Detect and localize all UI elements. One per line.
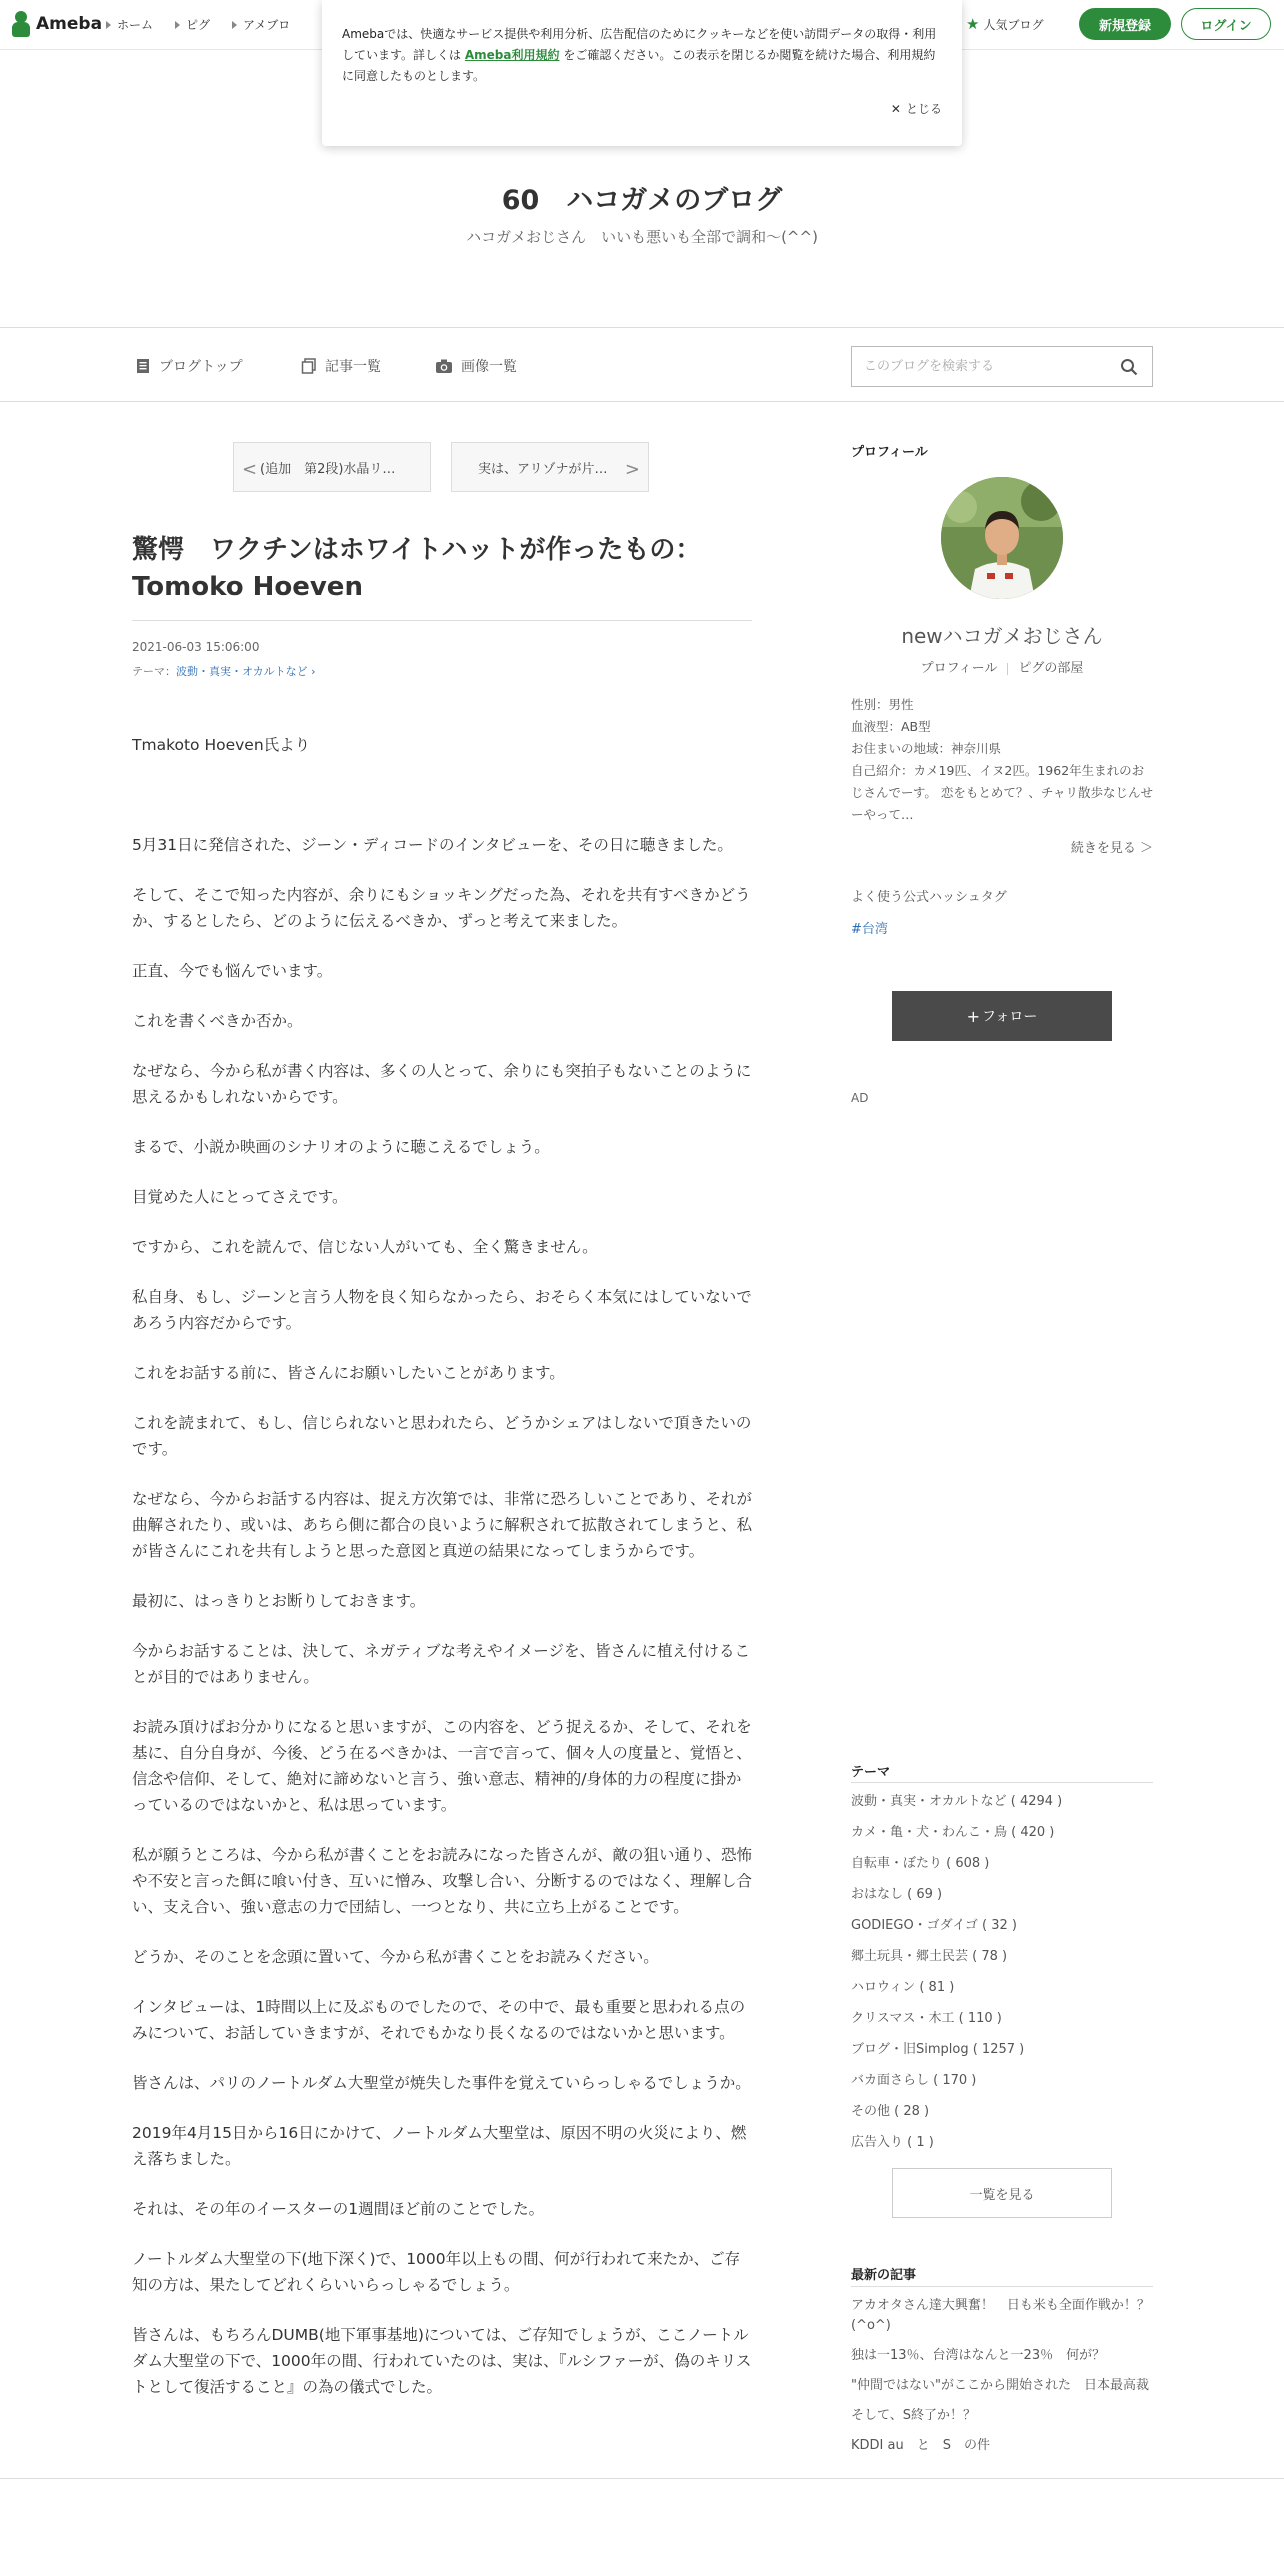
nav-home[interactable]: ホーム	[106, 16, 153, 33]
prev-entry-link[interactable]: < (追加 第2段)水晶リ…	[233, 442, 431, 492]
blog-title[interactable]: 60 ハコガメのブログ	[501, 185, 783, 216]
register-button[interactable]: 新規登録	[1079, 8, 1171, 40]
nav-ameblo[interactable]: アメブロ	[232, 16, 290, 33]
nav-blog-top[interactable]: ブログトップ	[135, 356, 243, 376]
theme-item[interactable]: カメ・亀・犬・わんこ・鳥 ( 420 )	[851, 1825, 1055, 1840]
nav-entry-list[interactable]: 記事一覧	[301, 356, 381, 376]
chevron-right-icon: >	[624, 459, 640, 480]
theme-link[interactable]: 波動・真実・オカルトなど	[176, 665, 308, 678]
profile-heading: プロフィール	[851, 445, 928, 460]
entry-theme: テーマ：波動・真実・オカルトなど ›	[132, 665, 316, 678]
recent-entry[interactable]: アカオタさん達大興奮！ 日も米も全面作戦か！？(^o^)	[851, 2298, 1150, 2333]
global-nav	[106, 16, 290, 33]
cookie-close-button[interactable]: ✕ とじる	[890, 101, 942, 116]
search-icon[interactable]	[1120, 358, 1138, 376]
theme-item[interactable]: おはなし ( 69 )	[851, 1887, 943, 1902]
theme-item[interactable]: 郷土玩具・郷土民芸 ( 78 )	[851, 1949, 1008, 1964]
paragraph	[132, 782, 752, 808]
copy-icon	[301, 358, 317, 374]
blog-nav	[0, 329, 1284, 402]
theme-item[interactable]: バカ面さらし ( 170 )	[851, 2073, 977, 2088]
divider	[1007, 663, 1008, 675]
blog-search	[851, 346, 1153, 387]
recent-entries-list	[851, 2296, 1153, 2466]
paragraph: なぜなら、今からお話する内容は、捉え方次第では、非常に恐ろしいことであり、それが曲解されたり、或いは、あちら側に都合の良いように解釈されて拡散されてしまうと、私が皆さんにこれを共有しようと思った意図と真逆の結果になってしまうからです。	[132, 1490, 753, 1560]
login-button[interactable]: ログイン	[1181, 8, 1271, 40]
next-entry-link[interactable]: 実は、アリゾナが片… >	[451, 442, 649, 492]
recent-entry[interactable]: 独は一13％、台湾はなんと一23％ 何が？	[851, 2348, 1106, 2363]
recent-heading: 最新の記事	[851, 2268, 917, 2283]
entry-title[interactable]: 驚愕 ワクチンはホワイトハットが作ったもの：Tomoko Hoeven	[132, 535, 702, 602]
paragraph: これを読まれて、もし、信じられないと思われたら、どうかシェアはしないで頂きたいのです。	[132, 1414, 752, 1458]
triangle-icon	[175, 21, 180, 29]
terms-link[interactable]: Ameba利用規約	[464, 48, 560, 62]
ameba-logo[interactable]	[12, 11, 102, 37]
divider	[851, 2286, 1153, 2287]
paragraph: なぜなら、今から私が書く内容は、多くの人とって、余りにも突拍子もないことのように思えるかもしれないからです。	[132, 1062, 752, 1106]
entry-date: 2021-06-03 15:06:00	[132, 640, 260, 654]
hashtag-link[interactable]: #台湾	[851, 922, 888, 937]
triangle-icon	[232, 21, 237, 29]
ameba-logo-icon	[12, 11, 30, 37]
plus-icon: +	[966, 1006, 981, 1026]
paragraph: Tmakoto Hoeven氏より	[132, 736, 311, 754]
chevron-right-icon: ›	[307, 665, 316, 678]
paragraph: これを書くべきか否か。	[132, 1012, 303, 1030]
paragraph: 今からお話することは、決して、ネガティブな考えやイメージを、皆さんに植え付けることが目的ではありません。	[132, 1642, 750, 1686]
nav-pigg[interactable]: ピグ	[175, 16, 210, 33]
entry-body	[132, 732, 752, 2424]
profile-photo	[941, 477, 1063, 599]
title-divider	[132, 620, 752, 621]
hashtag-heading: よく使う公式ハッシュタグ	[851, 890, 1007, 905]
theme-item[interactable]: 波動・真実・オカルトなど ( 4294 )	[851, 1794, 1063, 1809]
theme-item[interactable]: ハロウィン ( 81 )	[851, 1980, 955, 1995]
popular-blog-link[interactable]: ★ 人気ブログ	[966, 15, 1044, 33]
paragraph: 皆さんは、パリのノートルダム大聖堂が焼失した事件を覚えていらっしゃるでしょうか。	[132, 2074, 751, 2092]
profile-location: お住まいの地域：神奈川県	[851, 741, 1002, 756]
theme-list	[851, 1791, 1153, 2163]
recent-entry[interactable]: "仲間ではない"がここから開始された 日本最高裁	[851, 2378, 1149, 2393]
logo-text: Ameba	[36, 14, 103, 34]
profile-links	[851, 657, 1153, 676]
search-input[interactable]	[852, 347, 1092, 386]
close-icon: ✕	[890, 101, 901, 116]
paragraph: 目覚めた人にとってさえです。	[132, 1188, 348, 1206]
paragraph: 私が願うところは、今から私が書くことをお読みになった皆さんが、敵の狙い通り、恐怖や不安と言った餌に喰い付き、互いに憎み、攻撃し合い、分断するのではなく、理解し合い、支え合い、強い意志の力で団結し、一つとなり、共に立ち上がることです。	[132, 1846, 753, 1916]
paragraph: 皆さんは、もちろんDUMB(地下軍事基地)については、ご存知でしょうが、ここノートルダム大聖堂の下で、1000年の間、行われていたのは、実は、『ルシファーが、偽のキリストとして復活すること』の為の儀式でした。	[132, 2326, 752, 2396]
follow-button[interactable]: + フォロー	[892, 991, 1112, 1041]
crown-icon: ★	[966, 15, 980, 33]
nav-image-list[interactable]: 画像一覧	[435, 356, 517, 376]
chevron-left-icon: <	[242, 459, 258, 480]
triangle-icon	[106, 21, 111, 29]
theme-item[interactable]: GODIEGO・ゴダイゴ ( 32 )	[851, 1918, 1017, 1933]
paragraph: 5月31日に発信された、ジーン・ディコードのインタビューを、その日に聴きました。	[132, 836, 733, 854]
profile-gender: 性別：男性	[851, 697, 914, 712]
camera-icon	[435, 358, 453, 374]
theme-heading: テーマ	[851, 1765, 891, 1780]
theme-item[interactable]: ブログ・旧Simplog ( 1257 )	[851, 2042, 1025, 2057]
cookie-text: Amebaでは、快適なサービス提供や利用分析、広告配信のためにクッキーなどを使い訪問データの取得・利用しています。詳しくは Ameba利用規約 をご確認ください。この表示を閉じるか閲覧を続けた場合、利用規約に同意したものとします。	[342, 27, 937, 83]
theme-item[interactable]: クリスマス・木工 ( 110 )	[851, 2011, 1002, 2026]
profile-link[interactable]: プロフィール	[920, 661, 998, 676]
paragraph: そして、そこで知った内容が、余りにもショッキングだった為、それを共有すべきかどうか、するとしたら、どのように伝えるべきか、ずっと考えて来ました。	[132, 886, 751, 930]
profile-blood-type: 血液型：AB型	[851, 719, 931, 734]
paragraph: お読み頂けばお分かりになると思いますが、この内容を、どう捉えるか、そして、それを基に、自分自身が、今後、どう在るべきかは、一言で言って、個々人の度量と、覚悟と、信念や信仰、そして、絶対に諦めないと言う、強い意志、精神的/身体的力の程度に掛かっているのではないかと、私は思っています。	[132, 1718, 752, 1814]
divider	[851, 1782, 1153, 1783]
ad-label: AD	[851, 1091, 869, 1105]
paragraph: 正直、今でも悩んでいます。	[132, 962, 333, 980]
paragraph: それは、その年のイースターの1週間ほど前のことでした。	[132, 2200, 545, 2218]
footer-divider	[0, 2478, 1284, 2479]
pigg-room-link[interactable]: ピグの部屋	[1018, 661, 1084, 676]
theme-item[interactable]: 自転車・ぼたり ( 608 )	[851, 1856, 990, 1871]
profile-intro: 自己紹介：カメ19匹、イヌ2匹。1962年生まれのおじさんでーす。 恋をもとめて？、チャリ散歩なじんせーやって…	[851, 763, 1153, 822]
recent-entry[interactable]: そして、S終了か！？	[851, 2408, 976, 2423]
paragraph: どうか、そのことを念頭に置いて、今から私が書くことをお読みください。	[132, 1948, 659, 1966]
paragraph: これをお話する前に、皆さんにお願いしたいことがあります。	[132, 1364, 565, 1382]
blog-subtitle: ハコガメおじさん いいも悪いも全部で調和～(^^)	[466, 228, 818, 246]
document-icon	[135, 358, 151, 374]
profile-info	[851, 694, 1153, 826]
paragraph: ですから、これを読んで、信じない人がいても、全く驚きません。	[132, 1238, 598, 1256]
paragraph: ノートルダム大聖堂の下(地下深く)で、1000年以上もの間、何が行われて来たか、ご存知の方は、果たしてどれくらいいらっしゃるでしょう。	[132, 2250, 741, 2294]
view-all-themes-button[interactable]: 一覧を見る	[892, 2168, 1112, 2218]
recent-entry[interactable]: KDDI au と S の件	[851, 2438, 990, 2453]
paragraph: まるで、小説か映画のシナリオのように聴こえるでしょう。	[132, 1138, 550, 1156]
theme-item[interactable]: 広告入り ( 1 )	[851, 2135, 934, 2150]
cookie-notice	[322, 0, 962, 146]
paragraph: 2019年4月15日から16日にかけて、ノートルダム大聖堂は、原因不明の火災により、燃え落ちました。	[132, 2124, 747, 2168]
paragraph: インタビューは、1時間以上に及ぶものでしたので、その中で、最も重要と思われる点のみについて、お話していきますが、それでもかなり長くなるのではないかと思います。	[132, 1998, 746, 2042]
paragraph: 最初に、はっきりとお断りしておきます。	[132, 1592, 426, 1610]
avatar[interactable]	[941, 477, 1063, 599]
theme-item[interactable]: その他 ( 28 )	[851, 2104, 930, 2119]
read-more-link[interactable]: 続きを見る ＞	[1070, 841, 1153, 856]
paragraph: 私自身、もし、ジーンと言う人物を良く知らなかったら、おそらく本気にはしていないであろう内容だからです。	[132, 1288, 752, 1332]
profile-name[interactable]: newハコガメおじさん	[901, 624, 1103, 648]
